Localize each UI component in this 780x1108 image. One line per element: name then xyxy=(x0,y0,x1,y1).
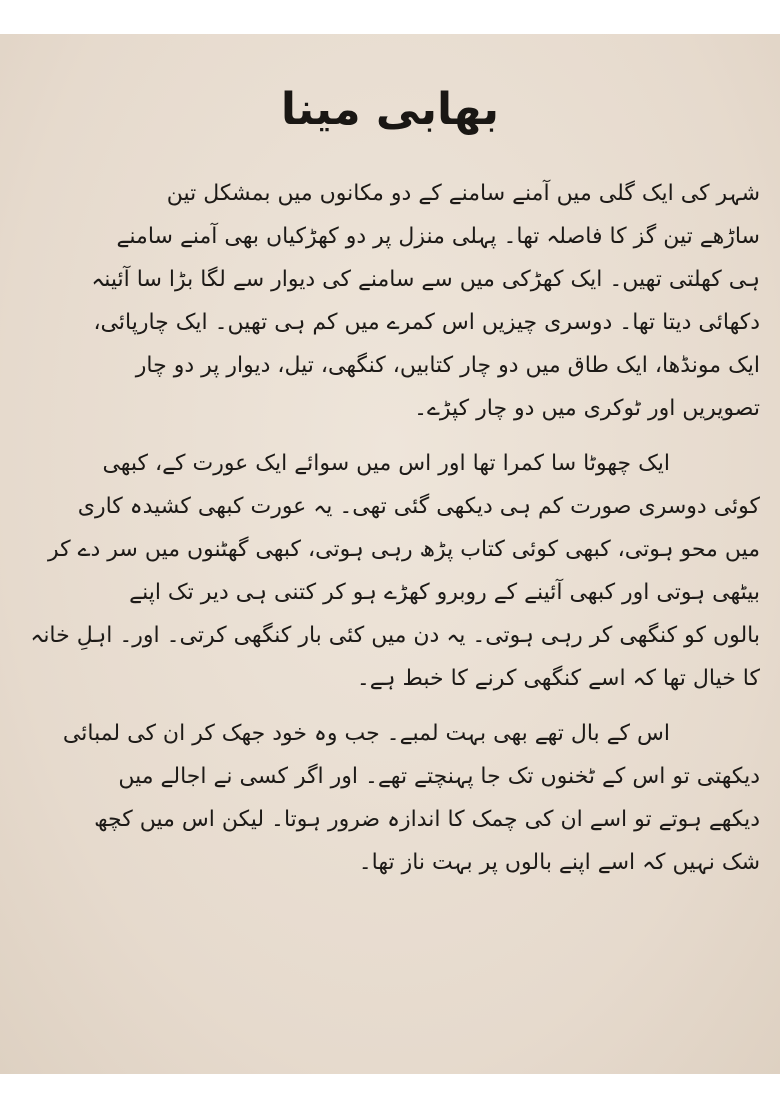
text-line: تصویریں اور ٹوکری میں دو چار کپڑے۔ xyxy=(414,396,760,421)
text-line: ایک چھوٹا سا کمرا تھا اور اس میں سوائے ایک عورت کے، کبھی xyxy=(102,451,670,476)
paragraph-2 xyxy=(28,442,760,700)
text-line: ساڑھے تین گز کا فاصلہ تھا۔ پہلی منزل پر دو کھڑکیاں بھی آمنے سامنے xyxy=(116,224,760,249)
paragraph-3 xyxy=(28,712,760,884)
text-line: دیکھتی تو اس کے ٹخنوں تک جا پہنچتے تھے۔ اور اگر کسی نے اجالے میں xyxy=(118,764,760,789)
text-line: بیٹھی ہوتی اور کبھی آئینے کے روبرو کھڑے ہو کر کتنی ہی دیر تک اپنے xyxy=(129,580,760,605)
text-line: اس کے بال تھے بھی بہت لمبے۔ جب وہ خود جھک کر ان کی لمبائی xyxy=(62,721,670,746)
text-line: میں محو ہوتی، کبھی کوئی کتاب پڑھ رہی ہوتی، کبھی گھٹنوں میں سر دے کر xyxy=(48,537,760,562)
page-title: بھابی مینا xyxy=(280,84,500,135)
text-line: دیکھے ہوتے تو اسے ان کی چمک کا اندازہ ضرور ہوتا۔ لیکن اس میں کچھ xyxy=(94,807,760,832)
text-line: ہی کھلتی تھیں۔ ایک کھڑکی میں سے سامنے کی دیوار سے لگا بڑا سا آئینہ xyxy=(91,267,760,292)
paragraph-1 xyxy=(28,172,760,430)
text-line: ایک مونڈھا، ایک طاق میں دو چار کتابیں، کنگھی، تیل، دیوار پر دو چار xyxy=(135,353,760,378)
text-line: بالوں کو کنگھی کر رہی ہوتی۔ یہ دن میں کئی بار کنگھی کرتی۔ اور۔ اہلِ خانہ xyxy=(30,623,760,648)
text-line: شہر کی ایک گلی میں آمنے سامنے کے دو مکانوں میں بمشکل تین xyxy=(166,181,760,206)
story-text xyxy=(28,172,760,896)
text-line: شک نہیں کہ اسے اپنے بالوں پر بہت ناز تھا۔ xyxy=(358,850,760,875)
text-line: دکھائی دیتا تھا۔ دوسری چیزیں اس کمرے میں کم ہی تھیں۔ ایک چارپائی، xyxy=(93,310,760,335)
text-line: کا خیال تھا کہ اسے کنگھی کرنے کا خبط ہے۔ xyxy=(356,666,760,691)
text-line: کوئی دوسری صورت کم ہی دیکھی گئی تھی۔ یہ عورت کبھی کشیدہ کاری xyxy=(77,494,760,519)
book-page xyxy=(0,34,780,1074)
